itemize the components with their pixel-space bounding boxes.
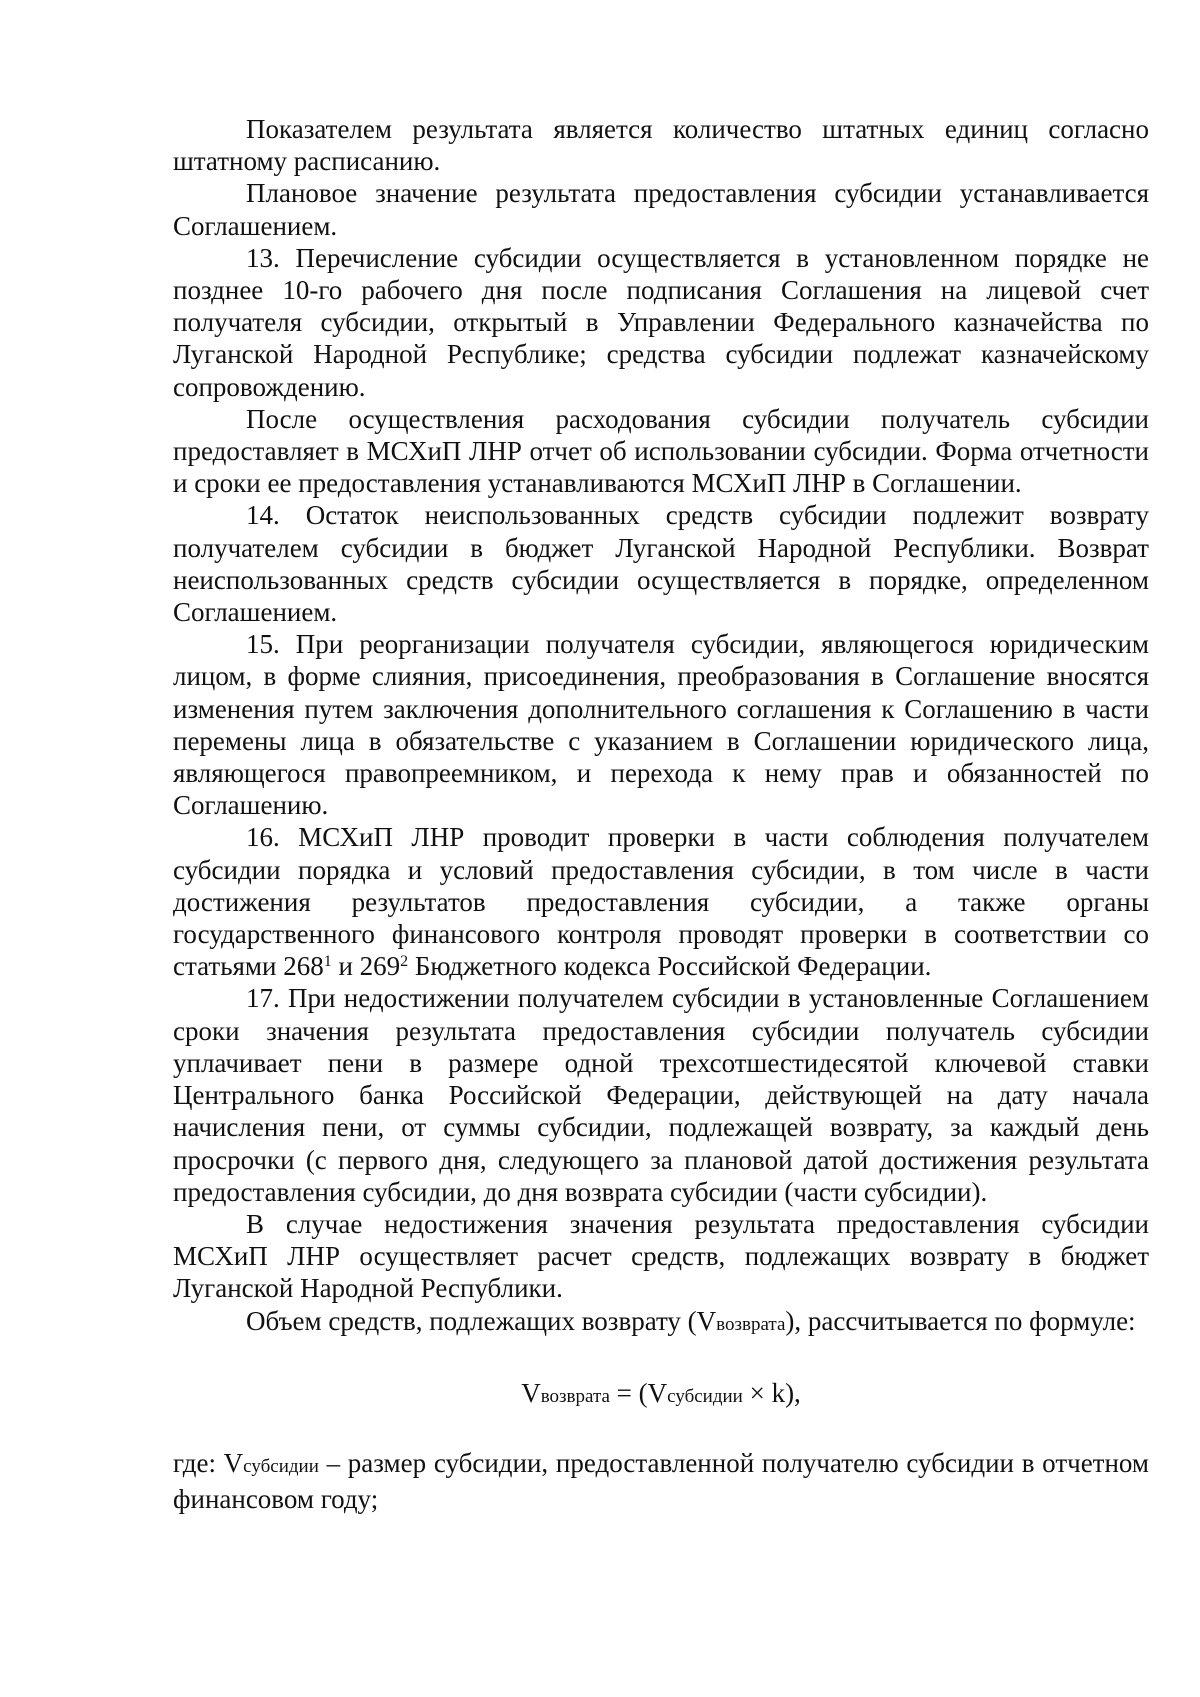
superscript-2: 2 (400, 953, 409, 971)
paragraph-item-14: 14. Остаток неиспользованных средств субсидии подлежит возврату получателем субсидии в бюджет Луганской Народной Республики. Возврат неиспользованных средств субсидии осуществляется в порядке, определенном Соглашением. (173, 500, 1149, 628)
formula-v: V (521, 1377, 541, 1408)
item-16-text-c: Бюджетного кодекса Российской Федерации. (408, 951, 932, 982)
paragraph-definition (173, 1447, 1149, 1515)
formula-sub-subsidy: субсидии (667, 1385, 743, 1407)
paragraph-item-13: 13. Перечисление субсидии осуществляется в установленном порядке не позднее 10-го рабочего дня после подписания Соглашения на лицевой счет получателя субсидии, открытый в Управлении Федерального казначейства по Луганской Народной Республике; средства субсидии подлежат казначейскому сопровождению. (173, 242, 1149, 402)
definition-subscript: субсидии (243, 1455, 319, 1477)
definition-text: – размер субсидии, предоставленной получателю субсидии в отчетном финансовом году; (173, 1447, 1150, 1515)
paragraph-item-15: 15. При реорганизации получателя субсидии, являющегося юридическим лицом, в форме слияния, присоединения, преобразования в Соглашение вносятся изменения путем заключения дополнительного соглашения к Соглашению в части перемены лица в обязательстве с указанием в Соглашении юридического лица, являющегося правопреемником, и перехода к нему прав и обязанностей по Соглашению. (173, 629, 1149, 821)
paragraph-result-indicator: Показателем результата является количество штатных единиц согласно штатному расписанию. (173, 114, 1149, 177)
item-16-text-b: и 269 (331, 951, 401, 982)
paragraph-report: После осуществления расходования субсидии получатель субсидии предоставляет в МСХиП ЛНР отчет об использовании субсидии. Форма отчетности и сроки ее предоставления устанавливаются МСХиП ЛНР в Соглашении. (173, 403, 1149, 499)
formula-equals: = (V (609, 1377, 668, 1408)
paragraph-planned-value: Плановое значение результата предоставления субсидии устанавливается Соглашением. (173, 178, 1149, 241)
document-page (173, 113, 1149, 1515)
volume-text-a: Объем средств, подлежащих возврату (V (246, 1305, 717, 1336)
definition-prefix: где: V (173, 1447, 244, 1478)
formula (173, 1377, 1149, 1413)
item-16-text-a: 16. МСХиП ЛНР проводит проверки в части соблюдения получателем субсидии порядка и условий предоставления субсидии, в том числе в части достижения результатов предоставления субсидии, а также органы государственного финансового контроля проводят проверки в соответствии со статьями 268 (173, 822, 1149, 982)
paragraph-non-achievement: В случае недостижения значения результата предоставления субсидии МСХиП ЛНР осуществляет расчет средств, подлежащих возврату в бюджет Луганской Народной Республики. (173, 1208, 1149, 1304)
paragraph-volume (173, 1305, 1149, 1341)
superscript-1: 1 (323, 953, 332, 971)
formula-sub-return: возврата (540, 1385, 610, 1407)
formula-end: × k), (742, 1377, 801, 1408)
volume-subscript: возврата (716, 1313, 786, 1335)
paragraph-item-17: 17. При недостижении получателем субсидии в установленные Соглашением сроки значения результата предоставления субсидии получатель субсидии уплачивает пени в размере одной трехсотшестидесятой ключевой ставки Центрального банка Российской Федерации, действующей на дату начала начисления пени, от суммы субсидии, подлежащей возврату, за каждый день просрочки (с первого дня, следующего за плановой датой достижения результата предоставления субсидии, до дня возврата субсидии (части субсидии). (173, 983, 1149, 1207)
paragraph-item-16 (173, 821, 1149, 982)
volume-text-b: ), рассчитывается по формуле: (785, 1305, 1136, 1336)
